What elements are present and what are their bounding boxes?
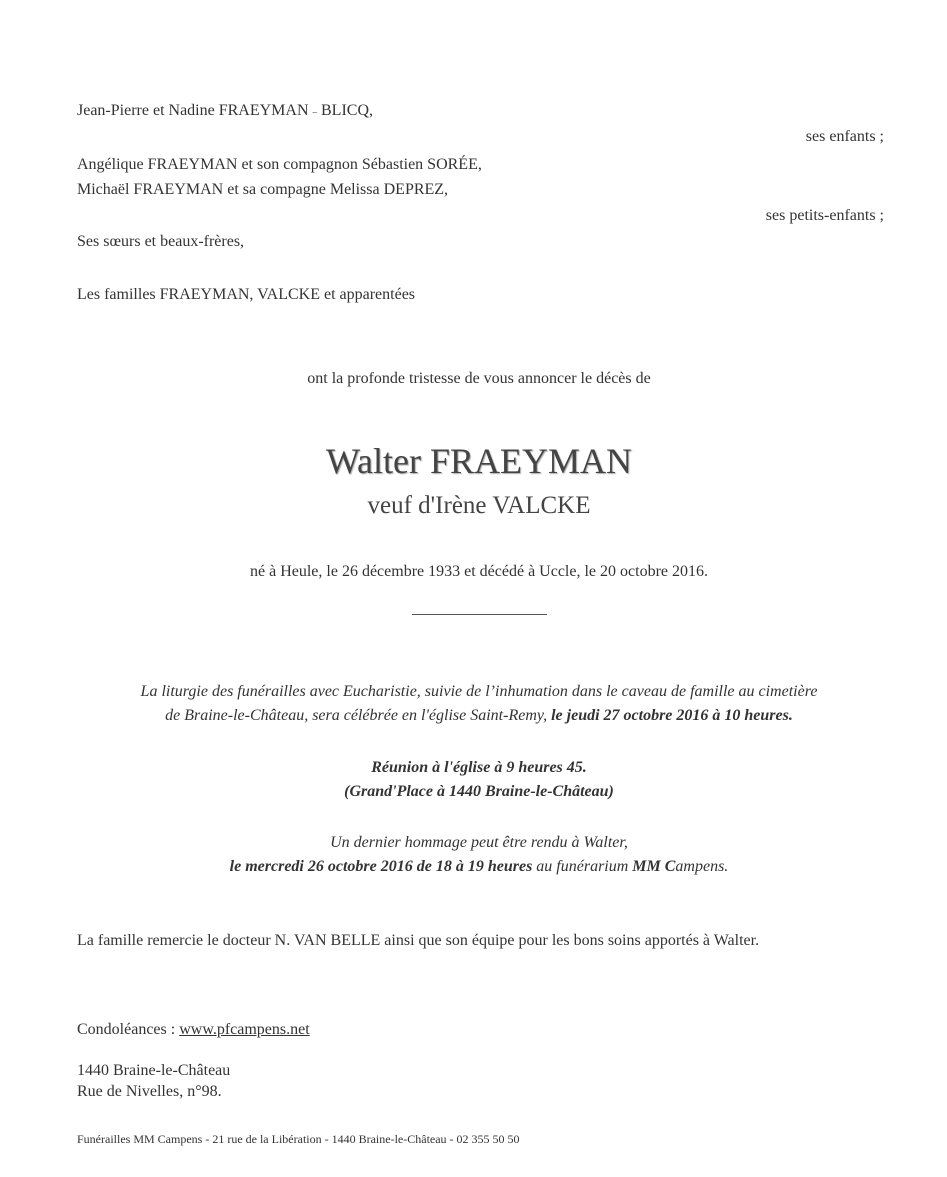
name-dash: – bbox=[312, 107, 317, 117]
liturgy-line-2 bbox=[0, 706, 947, 726]
thanks-line: La famille remercie le docteur N. VAN BELLE ainsi que son équipe pour les bons soins apportés à Walter. bbox=[77, 932, 760, 949]
grandchild-2: Michaël FRAEYMAN et sa compagne Melissa DEPREZ, bbox=[77, 181, 449, 198]
children-label: ses enfants ; bbox=[805, 128, 884, 145]
address-line-1: 1440 Braine-le-Château bbox=[77, 1062, 231, 1079]
deceased-name: Walter FRAEYMAN bbox=[325, 441, 633, 481]
tribute-line-1: Un dernier hommage peut être rendu à Walter, bbox=[330, 834, 628, 851]
address-line-2: Rue de Nivelles, n°98. bbox=[77, 1083, 222, 1100]
meeting-time: Réunion à l'église à 9 heures 45. bbox=[371, 759, 587, 776]
footer-text: Funérailles MM Campens - 21 rue de la Libération - 1440 Braine-le-Château - 02 355 50 50 bbox=[77, 1132, 520, 1146]
birth-death-dates: né à Heule, le 26 décembre 1933 et décédé à Uccle, le 20 octobre 2016. bbox=[249, 563, 708, 580]
meeting-place: (Grand'Place à 1440 Braine-le-Château) bbox=[344, 783, 614, 800]
tribute-line-2 bbox=[0, 857, 947, 877]
tribute-venue-name-bold: MM C bbox=[632, 858, 676, 875]
grandchildren-label: ses petits-enfants ; bbox=[765, 207, 884, 224]
family-parents bbox=[77, 101, 373, 122]
separator-line bbox=[412, 614, 547, 615]
announcement-text: ont la profonde tristesse de vous annoncer le décès de bbox=[307, 370, 651, 387]
tribute-venue-label: au funérarium bbox=[536, 858, 629, 875]
tribute-date: le mercredi 26 octobre 2016 de 18 à 19 heures bbox=[229, 858, 533, 875]
condolences-label: Condoléances : bbox=[77, 1021, 176, 1038]
parents-surname: BLICQ, bbox=[321, 102, 373, 119]
parents-names: Jean-Pierre et Nadine FRAEYMAN bbox=[77, 102, 309, 119]
liturgy-line-1: La liturgie des funérailles avec Eucharistie, suivie de l’inhumation dans le caveau de famille au cimetière bbox=[140, 683, 818, 700]
siblings-line: Ses sœurs et beaux-frères, bbox=[77, 233, 245, 250]
condolences-line bbox=[77, 1020, 310, 1040]
liturgy-place: de Braine-le-Château, sera célébrée en l'église Saint-Remy, bbox=[165, 707, 548, 724]
grandchild-1: Angélique FRAEYMAN et son compagnon Sébastien SORÉE, bbox=[77, 156, 482, 173]
liturgy-date: le jeudi 27 octobre 2016 à 10 heures. bbox=[551, 707, 793, 724]
families-line: Les familles FRAEYMAN, VALCKE et apparentées bbox=[77, 286, 416, 303]
widow-of: veuf d'Irène VALCKE bbox=[367, 492, 591, 519]
tribute-venue-name-rest: ampens. bbox=[675, 858, 729, 875]
condolences-link[interactable]: www.pfcampens.net bbox=[179, 1021, 310, 1038]
